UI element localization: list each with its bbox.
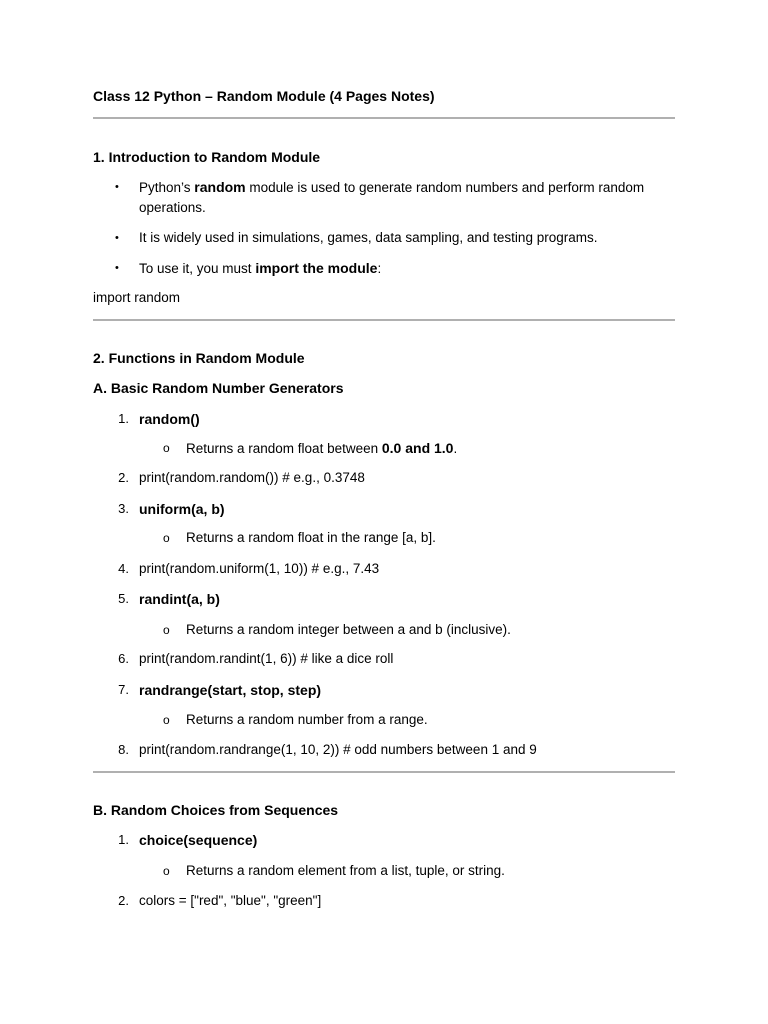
sub-bullet-marker: o bbox=[163, 623, 170, 637]
sub-bullet-marker: o bbox=[163, 441, 170, 455]
function-name: choice(sequence) bbox=[139, 832, 258, 848]
bullet-marker: • bbox=[115, 262, 119, 274]
document-title: Class 12 Python – Random Module (4 Pages Notes) bbox=[93, 88, 435, 104]
code-example: print(random.random()) # e.g., 0.3748 bbox=[139, 470, 365, 485]
sub-bullet-marker: o bbox=[163, 713, 170, 727]
divider bbox=[93, 771, 675, 773]
section-heading-functions: 2. Functions in Random Module bbox=[93, 350, 305, 366]
sub-bullet-marker: o bbox=[163, 531, 170, 545]
function-name: randrange(start, stop, step) bbox=[139, 682, 322, 698]
bold-term: import the module bbox=[255, 260, 378, 276]
code-example: print(random.randrange(1, 10, 2)) # odd numbers between 1 and 9 bbox=[139, 742, 537, 757]
bold-term: 0.0 and 1.0 bbox=[381, 440, 454, 456]
function-name: random() bbox=[139, 411, 200, 427]
subsection-heading-a: A. Basic Random Number Generators bbox=[93, 380, 344, 396]
bold-term: random bbox=[194, 179, 246, 195]
function-name: randint(a, b) bbox=[139, 591, 220, 607]
bullet-marker: • bbox=[115, 181, 119, 193]
code-example: colors = ["red", "blue", "green"] bbox=[139, 893, 322, 908]
divider bbox=[93, 319, 675, 321]
divider bbox=[93, 117, 675, 119]
code-example: print(random.randint(1, 6)) # like a dice roll bbox=[139, 651, 394, 666]
code-example: print(random.uniform(1, 10)) # e.g., 7.43 bbox=[139, 561, 380, 576]
section-heading-intro: 1. Introduction to Random Module bbox=[93, 149, 321, 165]
function-name: uniform(a, b) bbox=[139, 501, 225, 517]
bullet-marker: • bbox=[115, 232, 119, 244]
sub-bullet-marker: o bbox=[163, 864, 170, 878]
subsection-heading-b: B. Random Choices from Sequences bbox=[93, 802, 339, 818]
code-line: import random bbox=[93, 290, 181, 305]
